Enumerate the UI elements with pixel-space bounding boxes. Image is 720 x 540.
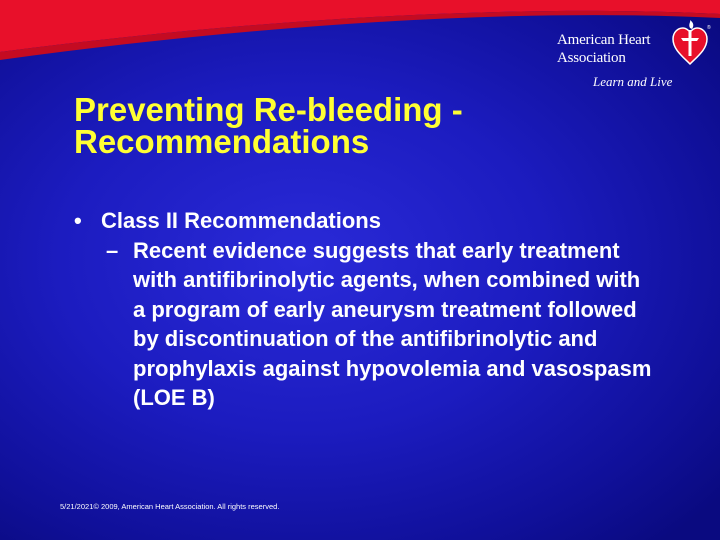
trademark-mark: ® <box>707 25 711 31</box>
bullet-dot-icon: • <box>74 208 82 233</box>
bullet-level2 <box>106 236 653 413</box>
slide-title-line2: Recommendations <box>74 123 370 160</box>
slide-title-line1: Preventing Re-bleeding - <box>74 91 463 128</box>
bullet-level2-text: Recent evidence suggests that early treatment with antifibrinolytic agents, when combined with a program of early aneurysm treatment followed by discontinuation of the antifibrinolytic and prophylaxis against hypovolemia and vasospasm (LOE B) <box>133 237 652 410</box>
logo-name-line1: American Heart <box>557 32 651 48</box>
slide-footer: 5/21/2021© 2009, American Heart Association. All rights reserved. <box>60 502 280 511</box>
aha-logo <box>545 20 720 95</box>
logo-name-line2: Association <box>557 50 626 66</box>
bullet-level1-text: Class II Recommendations <box>101 208 381 233</box>
heart-torch-icon <box>670 20 710 68</box>
slide-body <box>74 206 674 413</box>
bullet-level1 <box>74 206 674 236</box>
bullet-dash-icon: – <box>106 237 119 263</box>
slide-title <box>74 91 634 160</box>
logo-tagline: Learn and Live <box>593 74 673 89</box>
